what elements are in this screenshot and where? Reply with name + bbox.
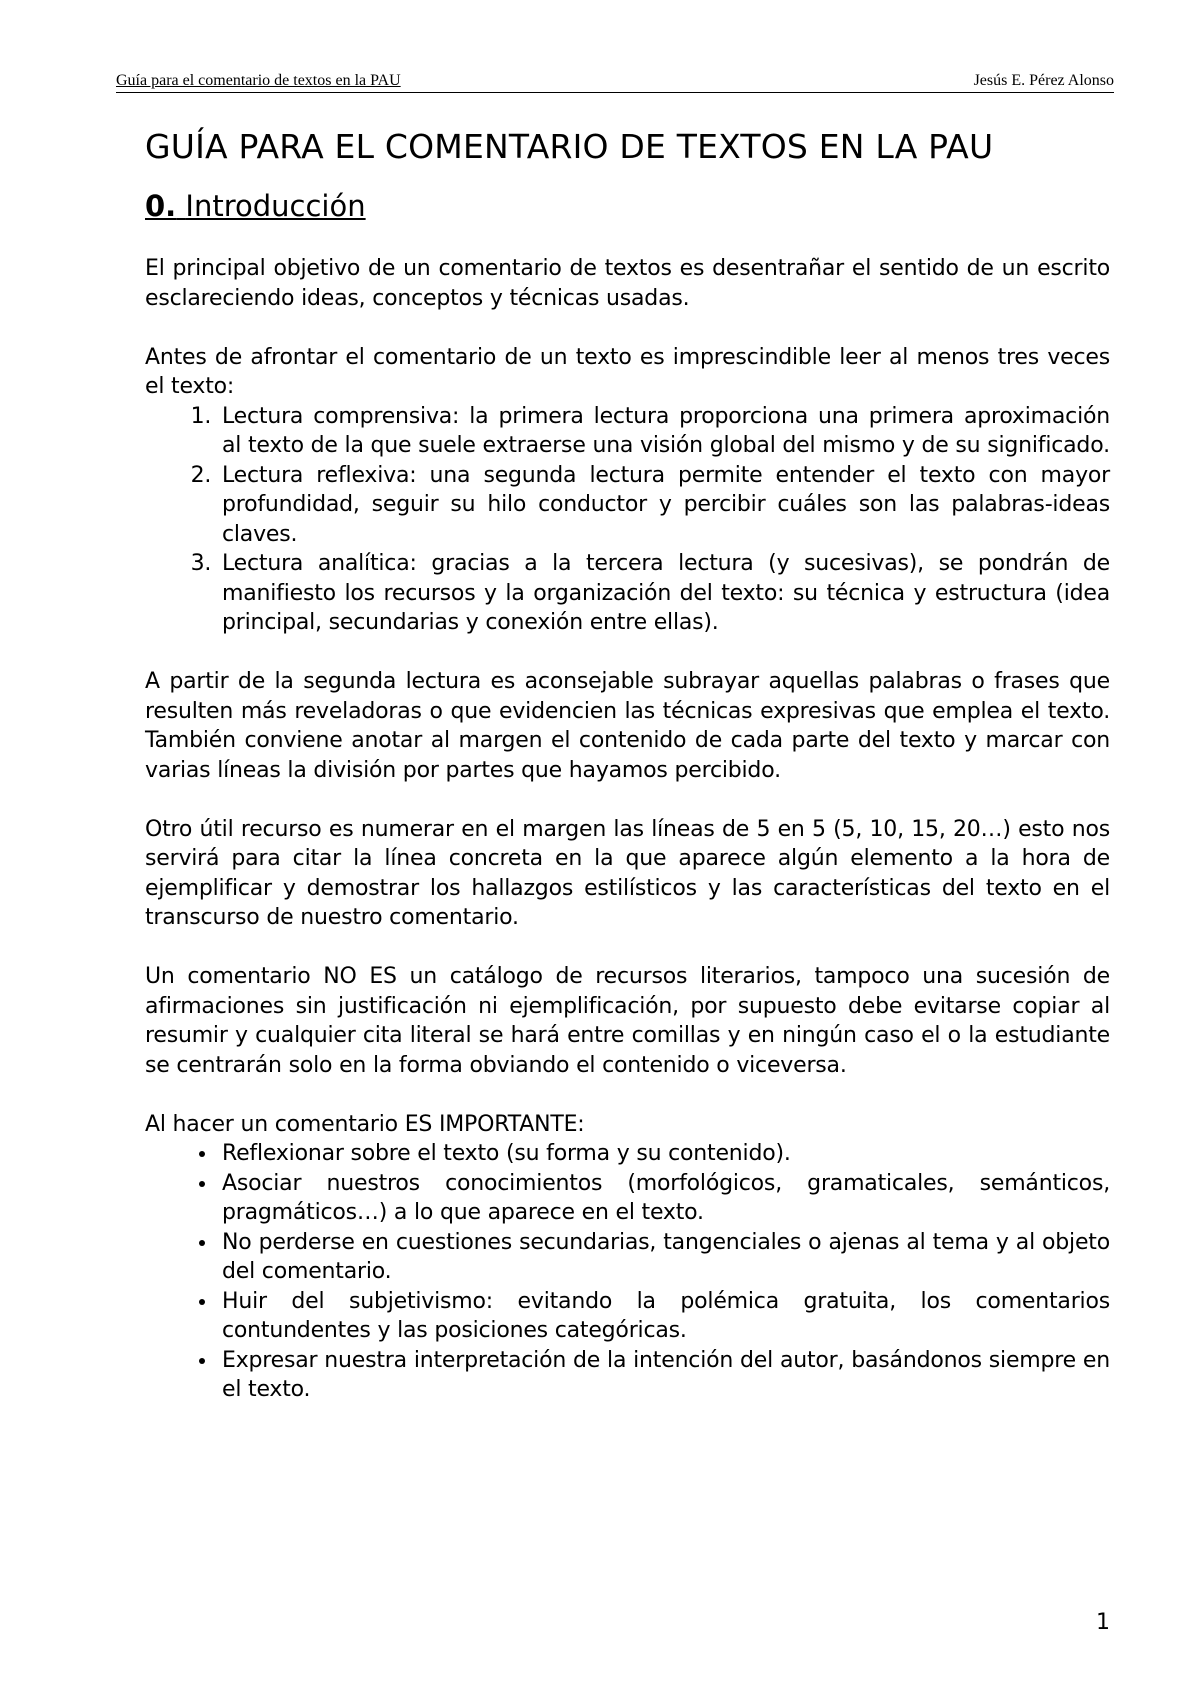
paragraph-what-it-is-not: Un comentario NO ES un catálogo de recursos literarios, tampoco una sucesión de afirmaciones sin justificación ni ejemplificación, por supuesto debe evitarse copiar al resumir y cualquier cita literal se hará entre comillas y en ningún caso el o la estudiante se centrarán solo en la forma obviando el contenido o viceversa. bbox=[145, 964, 1110, 1078]
section-number: 0. bbox=[145, 189, 177, 223]
header-title: Guía para el comentario de textos en la PAU bbox=[116, 72, 401, 89]
paragraph-important-intro: Al hacer un comentario ES IMPORTANTE: bbox=[145, 1111, 585, 1137]
paragraph-underline: A partir de la segunda lectura es aconsejable subrayar aquellas palabras o frases que resulten más reveladoras o que evidencien las técnicas expresivas que emplea el texto. También conviene anotar al margen el contenido de cada parte del texto y marcar con varias líneas la división por partes que hayamos percibido. bbox=[145, 669, 1110, 783]
list-item: • No perderse en cuestiones secundarias, tangenciales o ajenas al tema y al objeto del comentario. bbox=[218, 1228, 1110, 1287]
list-item: • Expresar nuestra interpretación de la intención del autor, basándonos siempre en el texto. bbox=[218, 1346, 1110, 1405]
section-title: Introducción bbox=[185, 189, 366, 223]
important-list bbox=[145, 1139, 1110, 1405]
paragraph-line-numbering: Otro útil recurso es numerar en el margen las líneas de 5 en 5 (5, 10, 15, 20…) esto nos servirá para citar la línea concreta en la que aparece algún elemento a la hora de ejemplificar y demostrar los hallazgos estilísticos y las características del texto en el transcurso de nuestro comentario. bbox=[145, 816, 1110, 930]
list-item: 3. Lectura analítica: gracias a la tercera lectura (y sucesivas), se pondrán de manifiesto los recursos y la organización del texto: su técnica y estructura (idea principal, secundarias y conexión entre ellas). bbox=[218, 549, 1110, 638]
running-header bbox=[116, 72, 1114, 93]
list-item: 2. Lectura reflexiva: una segunda lectura permite entender el texto con mayor profundidad, seguir su hilo conductor y percibir cuáles son las palabras-ideas claves. bbox=[218, 461, 1110, 550]
list-item: • Huir del subjetivismo: evitando la polémica gratuita, los comentarios contundentes y las posiciones categóricas. bbox=[218, 1287, 1110, 1346]
readings-list bbox=[145, 402, 1110, 638]
page-number: 1 bbox=[1096, 1610, 1110, 1635]
document-body bbox=[145, 126, 1110, 1405]
header-author: Jesús E. Pérez Alonso bbox=[973, 72, 1114, 89]
list-item: • Asociar nuestros conocimientos (morfológicos, gramaticales, semánticos, pragmáticos…) a lo que aparece en el texto. bbox=[218, 1169, 1110, 1228]
document-title: GUÍA PARA EL COMENTARIO DE TEXTOS EN LA PAU bbox=[145, 127, 994, 166]
paragraph-readings-intro: Antes de afrontar el comentario de un texto es imprescindible leer al menos tres veces el texto: bbox=[145, 344, 1110, 399]
section-heading bbox=[145, 186, 1110, 226]
list-item: 1. Lectura comprensiva: la primera lectura proporciona una primera aproximación al texto de la que suele extraerse una visión global del mismo y de su significado. bbox=[218, 402, 1110, 461]
paragraph-objective: El principal objetivo de un comentario de textos es desentrañar el sentido de un escrito esclareciendo ideas, conceptos y técnicas usadas. bbox=[145, 256, 1110, 311]
list-item: • Reflexionar sobre el texto (su forma y su contenido). bbox=[218, 1139, 1110, 1169]
